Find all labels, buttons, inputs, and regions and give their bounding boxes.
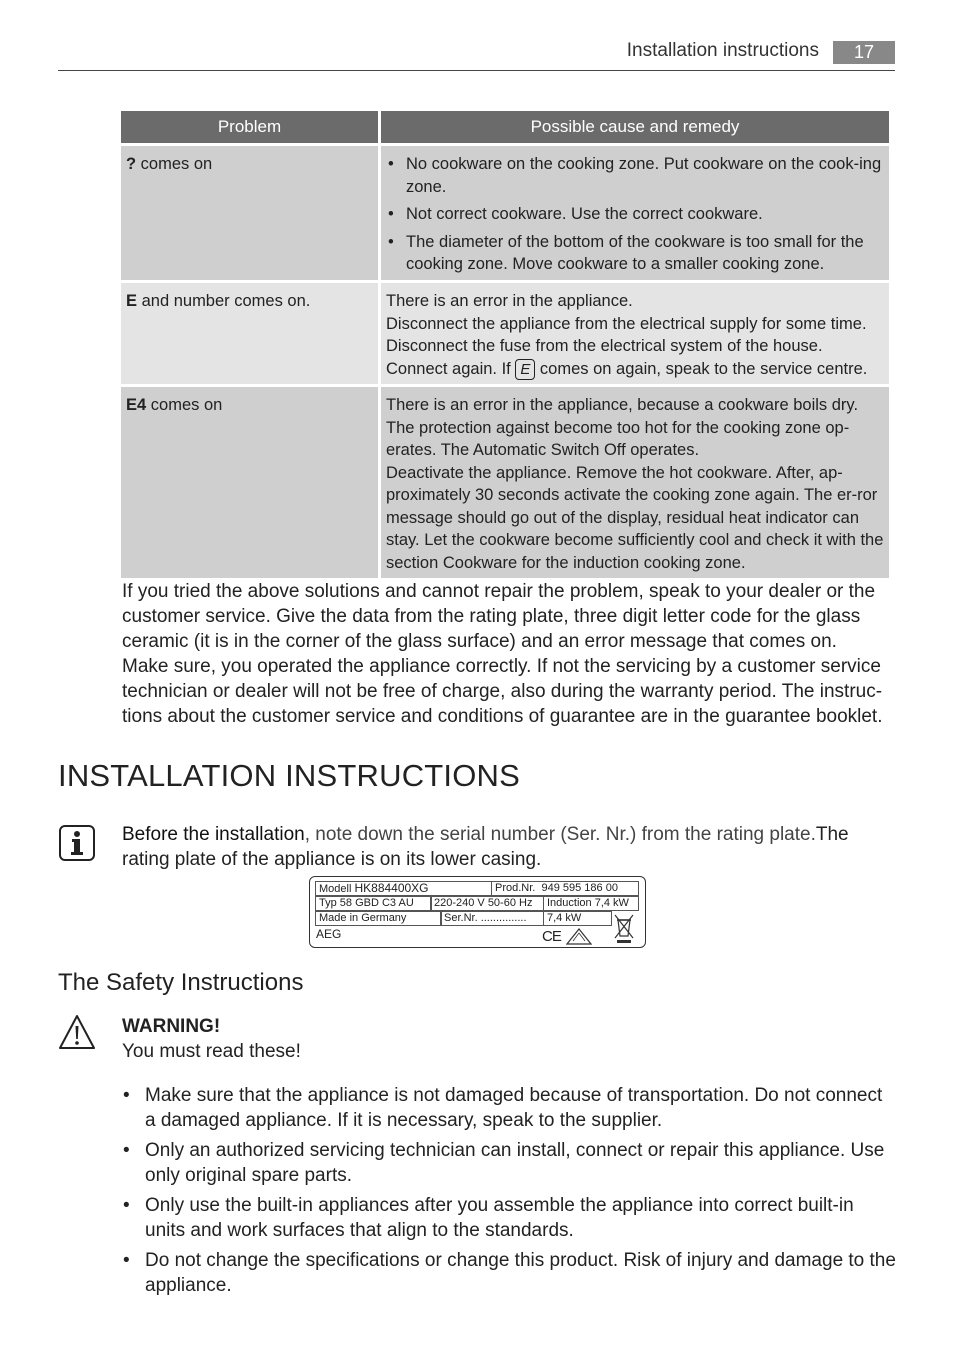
info-note-lead: Before the installation bbox=[122, 824, 305, 845]
plate-sernr-label: Ser.Nr. bbox=[444, 912, 478, 924]
plate-brand: AEG bbox=[316, 927, 342, 941]
remedy-list bbox=[386, 153, 884, 276]
info-note bbox=[122, 822, 897, 872]
remedy-cell bbox=[381, 280, 889, 384]
plate-made-in: Made in Germany bbox=[315, 911, 442, 926]
remedy-line: Disconnect the appliance from the electrical supply for some time. Disconnect the fuse from the electrical system of the house. bbox=[386, 314, 867, 355]
section-heading-installation: INSTALLATION INSTRUCTIONS bbox=[58, 758, 521, 793]
remedy-line bbox=[386, 358, 884, 381]
table-header-row bbox=[121, 111, 889, 143]
rating-plate bbox=[309, 876, 646, 948]
info-note-tail: The rating plate of the appliance is on its lower casing. bbox=[122, 824, 849, 870]
plate-modell-value: HK884400XG bbox=[354, 881, 429, 895]
plate-sernr-cell bbox=[440, 911, 544, 926]
paragraph-line: Make sure, you operated the appliance correctly. If not the servicing by a customer service technician or dealer will not be free of charge, also during the warranty period. The instruc-tions about the customer service and conditions of guarantee are in the guarantee booklet. bbox=[122, 656, 883, 727]
plate-voltage: 220-240 V 50-60 Hz bbox=[430, 896, 544, 911]
table-row bbox=[121, 143, 889, 280]
problem-cell bbox=[121, 384, 378, 578]
warning-triangle-icon bbox=[58, 1014, 96, 1050]
list-item: • Only use the built-in appliances after you assemble the appliance into correct built-in units and work surfaces that align to the standards. bbox=[122, 1193, 897, 1243]
list-item: • No cookware on the cooking zone. Put cookware on the cook-ing zone. bbox=[386, 153, 884, 198]
safety-list bbox=[122, 1083, 897, 1303]
remedy-text: Connect again. If bbox=[386, 359, 516, 378]
column-header-problem: Problem bbox=[121, 111, 378, 143]
plate-modell-cell bbox=[315, 881, 492, 896]
remedy-line: Deactivate the appliance. Remove the hot cookware. After, ap-proximately 30 seconds activate the cooking zone again. The er-ror message should go out of the display, residual heat indicator can stay. Let the cookware become sufficiently cool and check it with the section Cookware for the induction cooking zone. bbox=[386, 463, 884, 572]
plate-prodnr-label: Prod.Nr. bbox=[495, 882, 536, 894]
remedy-cell bbox=[381, 143, 889, 280]
troubleshooting-table bbox=[118, 111, 892, 578]
problem-cell bbox=[121, 143, 378, 280]
ce-mark-icon: CE bbox=[542, 928, 561, 945]
warning-block bbox=[122, 1014, 897, 1064]
problem-text: comes on bbox=[146, 396, 223, 414]
service-paragraph bbox=[122, 579, 897, 729]
list-item: • Not correct cookware. Use the correct cookware. bbox=[386, 203, 884, 226]
plate-typ: Typ 58 GBD C3 AU bbox=[315, 896, 432, 911]
running-header-title: Installation instructions bbox=[626, 40, 819, 61]
remedy-text: comes on again, speak to the service centre. bbox=[535, 359, 868, 378]
table-row bbox=[121, 280, 889, 384]
problem-code: E bbox=[126, 292, 138, 310]
table-row bbox=[121, 384, 889, 578]
safety-triangle-icon bbox=[566, 928, 592, 945]
plate-sernr-value: ............... bbox=[480, 912, 527, 924]
error-e-symbol-icon: E bbox=[515, 359, 535, 380]
problem-text: and number comes on. bbox=[137, 292, 311, 310]
plate-induction: Induction 7,4 kW bbox=[543, 896, 639, 911]
remedy-line: There is an error in the appliance. bbox=[386, 292, 633, 310]
column-header-remedy: Possible cause and remedy bbox=[381, 111, 889, 143]
plate-modell-label: Modell bbox=[319, 883, 352, 895]
list-item: • Only an authorized servicing technician can install, connect or repair this appliance. Use only original spare parts. bbox=[122, 1138, 897, 1188]
problem-cell bbox=[121, 280, 378, 384]
paragraph-line: If you tried the above solutions and cannot repair the problem, speak to your dealer or the customer service. Give the data from the rating plate, three digit letter code for the glass ceramic (it is in the corner of the glass surface) and an error message that comes on. bbox=[122, 581, 876, 652]
problem-text: comes on bbox=[136, 155, 213, 173]
problem-code: E4 bbox=[126, 396, 147, 414]
info-note-text: , note down the serial number (Ser. Nr.) from the rating plate. bbox=[304, 824, 816, 845]
page-number: 17 bbox=[833, 41, 895, 64]
page-header bbox=[58, 38, 895, 71]
section-heading-safety: The Safety Instructions bbox=[58, 969, 304, 996]
info-icon bbox=[59, 825, 95, 861]
list-item: • Do not change the specifications or change this product. Risk of injury and damage to the appliance. bbox=[122, 1248, 897, 1298]
list-item: • The diameter of the bottom of the cookware is too small for the cooking zone. Move cookware to a smaller cooking zone. bbox=[386, 231, 884, 276]
remedy-line: There is an error in the appliance, because a cookware boils dry. The protection against become too hot for the cooking zone op-erates. The Automatic Switch Off operates. bbox=[386, 396, 859, 459]
remedy-cell bbox=[381, 384, 889, 578]
plate-prodnr-value: 949 595 186 00 bbox=[541, 882, 618, 894]
weee-bin-icon bbox=[613, 912, 635, 945]
list-item: • Make sure that the appliance is not damaged because of transportation. Do not connect a damaged appliance. If it is necessary, speak to the supplier. bbox=[122, 1083, 897, 1133]
warning-title: WARNING! bbox=[122, 1016, 221, 1037]
plate-prodnr-cell bbox=[491, 881, 639, 896]
problem-code: ? bbox=[126, 155, 137, 173]
plate-power: 7,4 kW bbox=[543, 911, 612, 926]
warning-text: You must read these! bbox=[122, 1041, 301, 1062]
